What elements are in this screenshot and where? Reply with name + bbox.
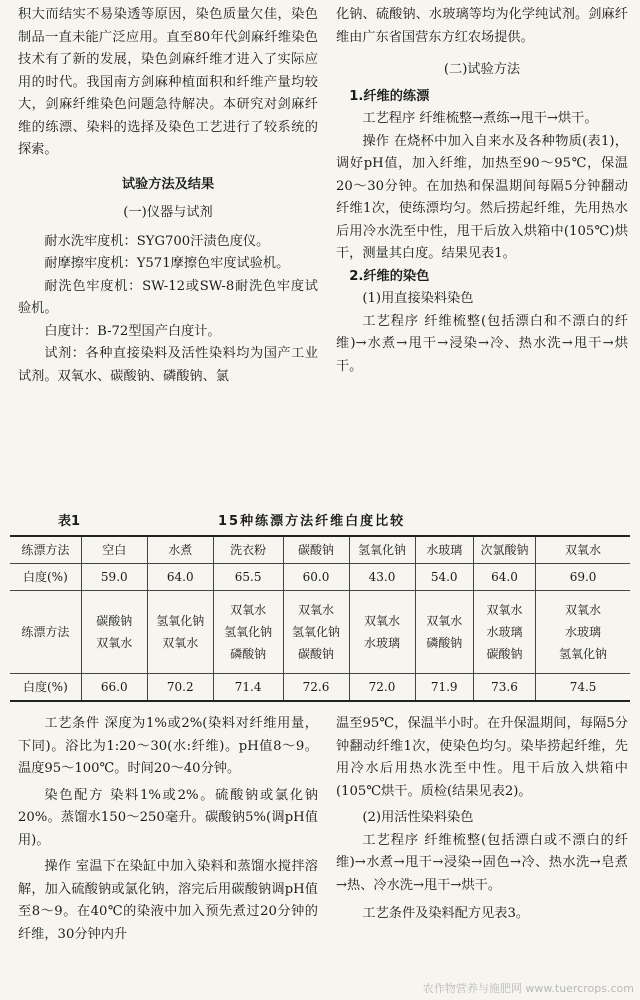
table-cell: 氢氧化钠 bbox=[349, 536, 415, 564]
table-cell: 72.6 bbox=[283, 674, 349, 702]
table-cell: 73.6 bbox=[473, 674, 535, 702]
paragraph: 积大而结实不易染透等原因，染色质量欠佳，染色制品一直未能广泛应用。直至80年代剑麻纤维染色技术有了新的发展，染色剑麻纤维才进入了实际应用的时代。我国南方剑麻种植面积和纤维产量均较大，剑麻纤维染色问题急待解决。本研究对剑麻纤维的练漂、染料的选择及染色工艺进行了较系统的探索。 bbox=[18, 7, 318, 157]
table-cell: 43.0 bbox=[349, 564, 415, 591]
table-title bbox=[18, 508, 628, 530]
paragraph: 耐摩擦牢度机：Y571摩擦色牢度试验机。 bbox=[44, 256, 290, 271]
table-cell: 双氧水 bbox=[536, 536, 630, 564]
table-cell: 69.0 bbox=[536, 564, 630, 591]
row-header: 白度(%) bbox=[23, 680, 68, 694]
table-cell: 64.0 bbox=[473, 564, 535, 591]
table-cell bbox=[473, 591, 535, 674]
numbered-heading-bleaching: 1.纤维的练漂 bbox=[349, 88, 430, 104]
paragraph: 染色配方 染料1%或2%。硫酸钠或氯化钠20%。蒸馏水150～250毫升。碳酸钠5%(调pH值用)。 bbox=[18, 787, 318, 848]
table-cell bbox=[283, 591, 349, 674]
paragraph: 操作 室温下在染缸中加入染料和蒸馏水搅拌溶解，加入硫酸钠或氯化钠，溶完后用碳酸钠调pH值至8～9。在40℃的染液中加入预先煮过20分钟的纤维，30分钟内升 bbox=[18, 859, 318, 942]
paragraph: 操作 在烧杯中加入自来水及各种物质(表1)，调好pH值，加入纤维，加热至90～95℃，保温20～30分钟。在加热和保温期间每隔5分钟翻动纤维1次，使练漂均匀。然后捞起纤维，先用热水后用冷水洗至中性，甩干后放入烘箱中(105℃)烘干，测量其白度。结果见表1。 bbox=[336, 133, 628, 261]
table-cell-line: 双氧水 bbox=[162, 636, 199, 650]
table-caption: 15种练漂方法纤维白度比较 bbox=[218, 514, 406, 529]
numbered-heading-dyeing: 2.纤维的染色 bbox=[349, 268, 430, 284]
row-header: 白度(%) bbox=[23, 570, 68, 584]
table-row bbox=[10, 674, 630, 702]
table-cell bbox=[213, 591, 283, 674]
table-cell: 水玻璃 bbox=[415, 536, 473, 564]
table-cell: 71.4 bbox=[213, 674, 283, 702]
table-row bbox=[10, 536, 630, 564]
subsection-heading-instruments: (一)仪器与试剂 bbox=[123, 205, 213, 220]
right-column-top bbox=[336, 4, 628, 378]
paragraph: 白度计：B-72型国产白度计。 bbox=[44, 323, 221, 339]
table-cell-line: 氢氧化钠 bbox=[292, 625, 341, 639]
paragraph: 工艺条件及染料配方见表3。 bbox=[362, 906, 530, 921]
table-cell bbox=[147, 591, 213, 674]
watermark: 农作物营养与施肥网 www.tuercrops.com bbox=[422, 982, 634, 995]
table-cell-line: 水玻璃 bbox=[364, 636, 401, 650]
table-cell bbox=[81, 591, 147, 674]
row-header: 练漂方法 bbox=[21, 543, 70, 557]
table-cell-line: 碳酸钠 bbox=[96, 614, 133, 628]
table-cell-line: 磷酸钠 bbox=[230, 647, 267, 661]
table-row bbox=[10, 564, 630, 591]
table-cell-line: 双氧水 bbox=[96, 636, 133, 650]
table-cell-line: 氢氧化钠 bbox=[224, 625, 273, 639]
table-cell: 碳酸钠 bbox=[283, 536, 349, 564]
table-cell-line: 氢氧化钠 bbox=[156, 614, 205, 628]
table-cell bbox=[349, 591, 415, 674]
subsection-heading-test-methods: (二)试验方法 bbox=[443, 62, 521, 77]
table-cell: 72.0 bbox=[349, 674, 415, 702]
table-cell bbox=[536, 591, 630, 674]
paragraph: 耐洗色牢度机：SW-12或SW-8耐洗色牢度试验机。 bbox=[18, 278, 318, 316]
right-column-bottom bbox=[336, 713, 628, 926]
table-cell: 洗衣粉 bbox=[213, 536, 283, 564]
table-cell: 74.5 bbox=[536, 674, 630, 702]
table-label: 表1 bbox=[58, 514, 81, 529]
left-column-top bbox=[18, 4, 318, 388]
table-cell: 水煮 bbox=[147, 536, 213, 564]
table-cell-line: 双氧水 bbox=[426, 614, 463, 628]
paragraph: 工艺程序 纤维梳整→煮练→甩干→烘干。 bbox=[362, 111, 598, 126]
left-column-bottom bbox=[18, 713, 318, 946]
table-cell-line: 氢氧化钠 bbox=[559, 647, 608, 661]
table-cell-line: 双氧水 bbox=[298, 603, 335, 617]
table-cell-line: 双氧水 bbox=[486, 603, 523, 617]
table-cell-line: 双氧水 bbox=[230, 603, 267, 617]
table-cell: 次氯酸钠 bbox=[473, 536, 535, 564]
table-cell bbox=[415, 591, 473, 674]
paragraph: 工艺条件 深度为1%或2%(染料对纤维用量，下同)。浴比为1:20～30(水:纤维)。pH值8～9。温度95～100℃。时间20～40分钟。 bbox=[18, 716, 318, 776]
table-cell: 70.2 bbox=[147, 674, 213, 702]
table-cell: 59.0 bbox=[81, 564, 147, 591]
table-cell-line: 水玻璃 bbox=[486, 625, 523, 639]
table-cell-line: 双氧水 bbox=[565, 603, 602, 617]
table-cell: 空白 bbox=[81, 536, 147, 564]
table-cell-line: 磷酸钠 bbox=[426, 636, 463, 650]
table-cell: 64.0 bbox=[147, 564, 213, 591]
subheading-reactive-dyes: (2)用活性染料染色 bbox=[362, 810, 474, 825]
table-cell: 66.0 bbox=[81, 674, 147, 702]
table-row bbox=[10, 591, 630, 674]
table-cell-line: 碳酸钠 bbox=[486, 647, 523, 661]
paragraph: 化钠、硫酸钠、水玻璃等均为化学纯试剂。剑麻纤维由广东省国营东方红农场提供。 bbox=[336, 7, 628, 45]
section-heading-methods: 试验方法及结果 bbox=[121, 176, 215, 192]
whiteness-table bbox=[10, 535, 630, 702]
row-header: 练漂方法 bbox=[21, 625, 70, 639]
table-cell-line: 双氧水 bbox=[364, 614, 401, 628]
table-cell-line: 水玻璃 bbox=[565, 625, 602, 639]
paragraph: 试剂：各种直接染料及活性染料均为国产工业试剂。双氧水、碳酸钠、磷酸钠、氯 bbox=[18, 346, 318, 384]
paragraph: 耐水洗牢度机：SYG700汗渍色度仪。 bbox=[44, 233, 270, 249]
table-cell: 54.0 bbox=[415, 564, 473, 591]
paragraph: 温至95℃，保温半小时。在升保温期间，每隔5分钟翻动纤维1次，使染色均匀。染毕捞起纤维，先用冷水后用热水洗至中性。甩干后放入烘箱中(105℃烘干。质检(结果见表2)。 bbox=[336, 716, 628, 799]
paragraph: 工艺程序 纤维梳整(包括漂白或不漂白的纤维)→水煮→甩干→浸染→固色→冷、热水洗→皂煮→热、冷水洗→甩干→烘干。 bbox=[336, 832, 628, 893]
subheading-direct-dyes: (1)用直接染料染色 bbox=[362, 291, 474, 306]
table-cell: 65.5 bbox=[213, 564, 283, 591]
table-cell: 71.9 bbox=[415, 674, 473, 702]
table-cell: 60.0 bbox=[283, 564, 349, 591]
table-cell-line: 碳酸钠 bbox=[298, 647, 335, 661]
paragraph: 工艺程序 纤维梳整(包括漂白和不漂白的纤维)→水煮→甩干→浸染→冷、热水洗→甩干→烘干。 bbox=[336, 313, 628, 374]
